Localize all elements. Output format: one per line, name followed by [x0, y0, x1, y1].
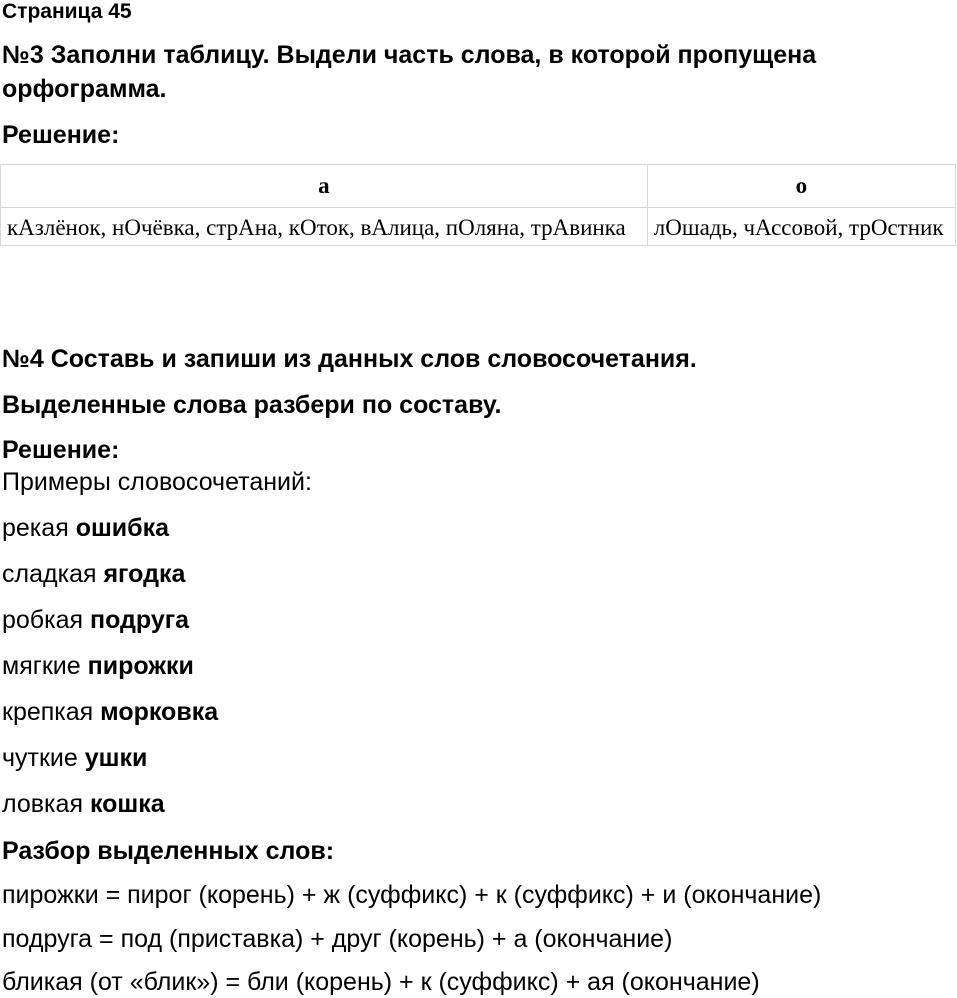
table-header-row — [1, 165, 956, 208]
table-header-o: о — [647, 165, 955, 208]
phrase-adjective: сладкая — [2, 560, 97, 588]
table-header-a: а — [1, 165, 648, 208]
analysis-line: пирожки = пирог (корень) + ж (суффикс) + к (суффикс) + и (окончание) — [2, 881, 822, 909]
phrase-item — [2, 651, 194, 681]
task4-title-line1: №4 Составь и запиши из данных слов словосочетания. — [2, 345, 697, 373]
table-cell-a: кАзлёнок, нОчёвка, стрАна, кОток, вАлица, пОляна, трАвинка — [1, 208, 648, 246]
phrase-noun: подруга — [90, 606, 190, 634]
phrase-adjective: робкая — [2, 606, 84, 634]
phrase-noun: ягодка — [103, 560, 186, 588]
analysis-title: Разбор выделенных слов: — [2, 837, 335, 865]
phrase-adjective: рекая — [2, 514, 69, 542]
analysis-line: подруга = под (приставка) + друг (корень) + а (окончание) — [2, 925, 673, 953]
phrase-noun: пирожки — [87, 652, 194, 680]
task4-solution-label: Решение: — [2, 436, 120, 464]
task3-title: №3 Заполни таблицу. Выдели часть слова, в которой пропущена орфограмма. — [2, 41, 817, 103]
phrase-noun: кошка — [89, 790, 165, 818]
phrase-noun: ошибка — [75, 514, 170, 542]
phrase-item — [2, 513, 169, 543]
examples-intro: Примеры словосочетаний: — [2, 468, 312, 496]
phrase-noun: ушки — [84, 744, 148, 772]
phrase-noun: морковка — [100, 698, 219, 726]
phrase-adjective: ловкая — [2, 790, 83, 818]
task4-title-line2: Выделенные слова разбери по составу. — [2, 391, 502, 419]
phrase-adjective: чуткие — [2, 744, 78, 772]
phrase-adjective: мягкие — [2, 652, 81, 680]
page-label: Страница 45 — [2, 0, 132, 23]
table-row — [1, 208, 956, 246]
table-cell-o: лОшадь, чАссовой, трОстник — [647, 208, 955, 246]
phrase-adjective: крепкая — [2, 698, 94, 726]
phrase-item — [2, 559, 185, 589]
phrase-item — [2, 743, 147, 773]
analysis-line: бликая (от «блик») = бли (корень) + к (суффикс) + ая (окончание) — [2, 968, 760, 996]
task3-solution-label: Решение: — [2, 121, 120, 149]
phrase-item — [2, 789, 165, 819]
phrase-item — [2, 697, 218, 727]
phrase-item — [2, 605, 189, 635]
orthogram-table — [0, 164, 956, 246]
